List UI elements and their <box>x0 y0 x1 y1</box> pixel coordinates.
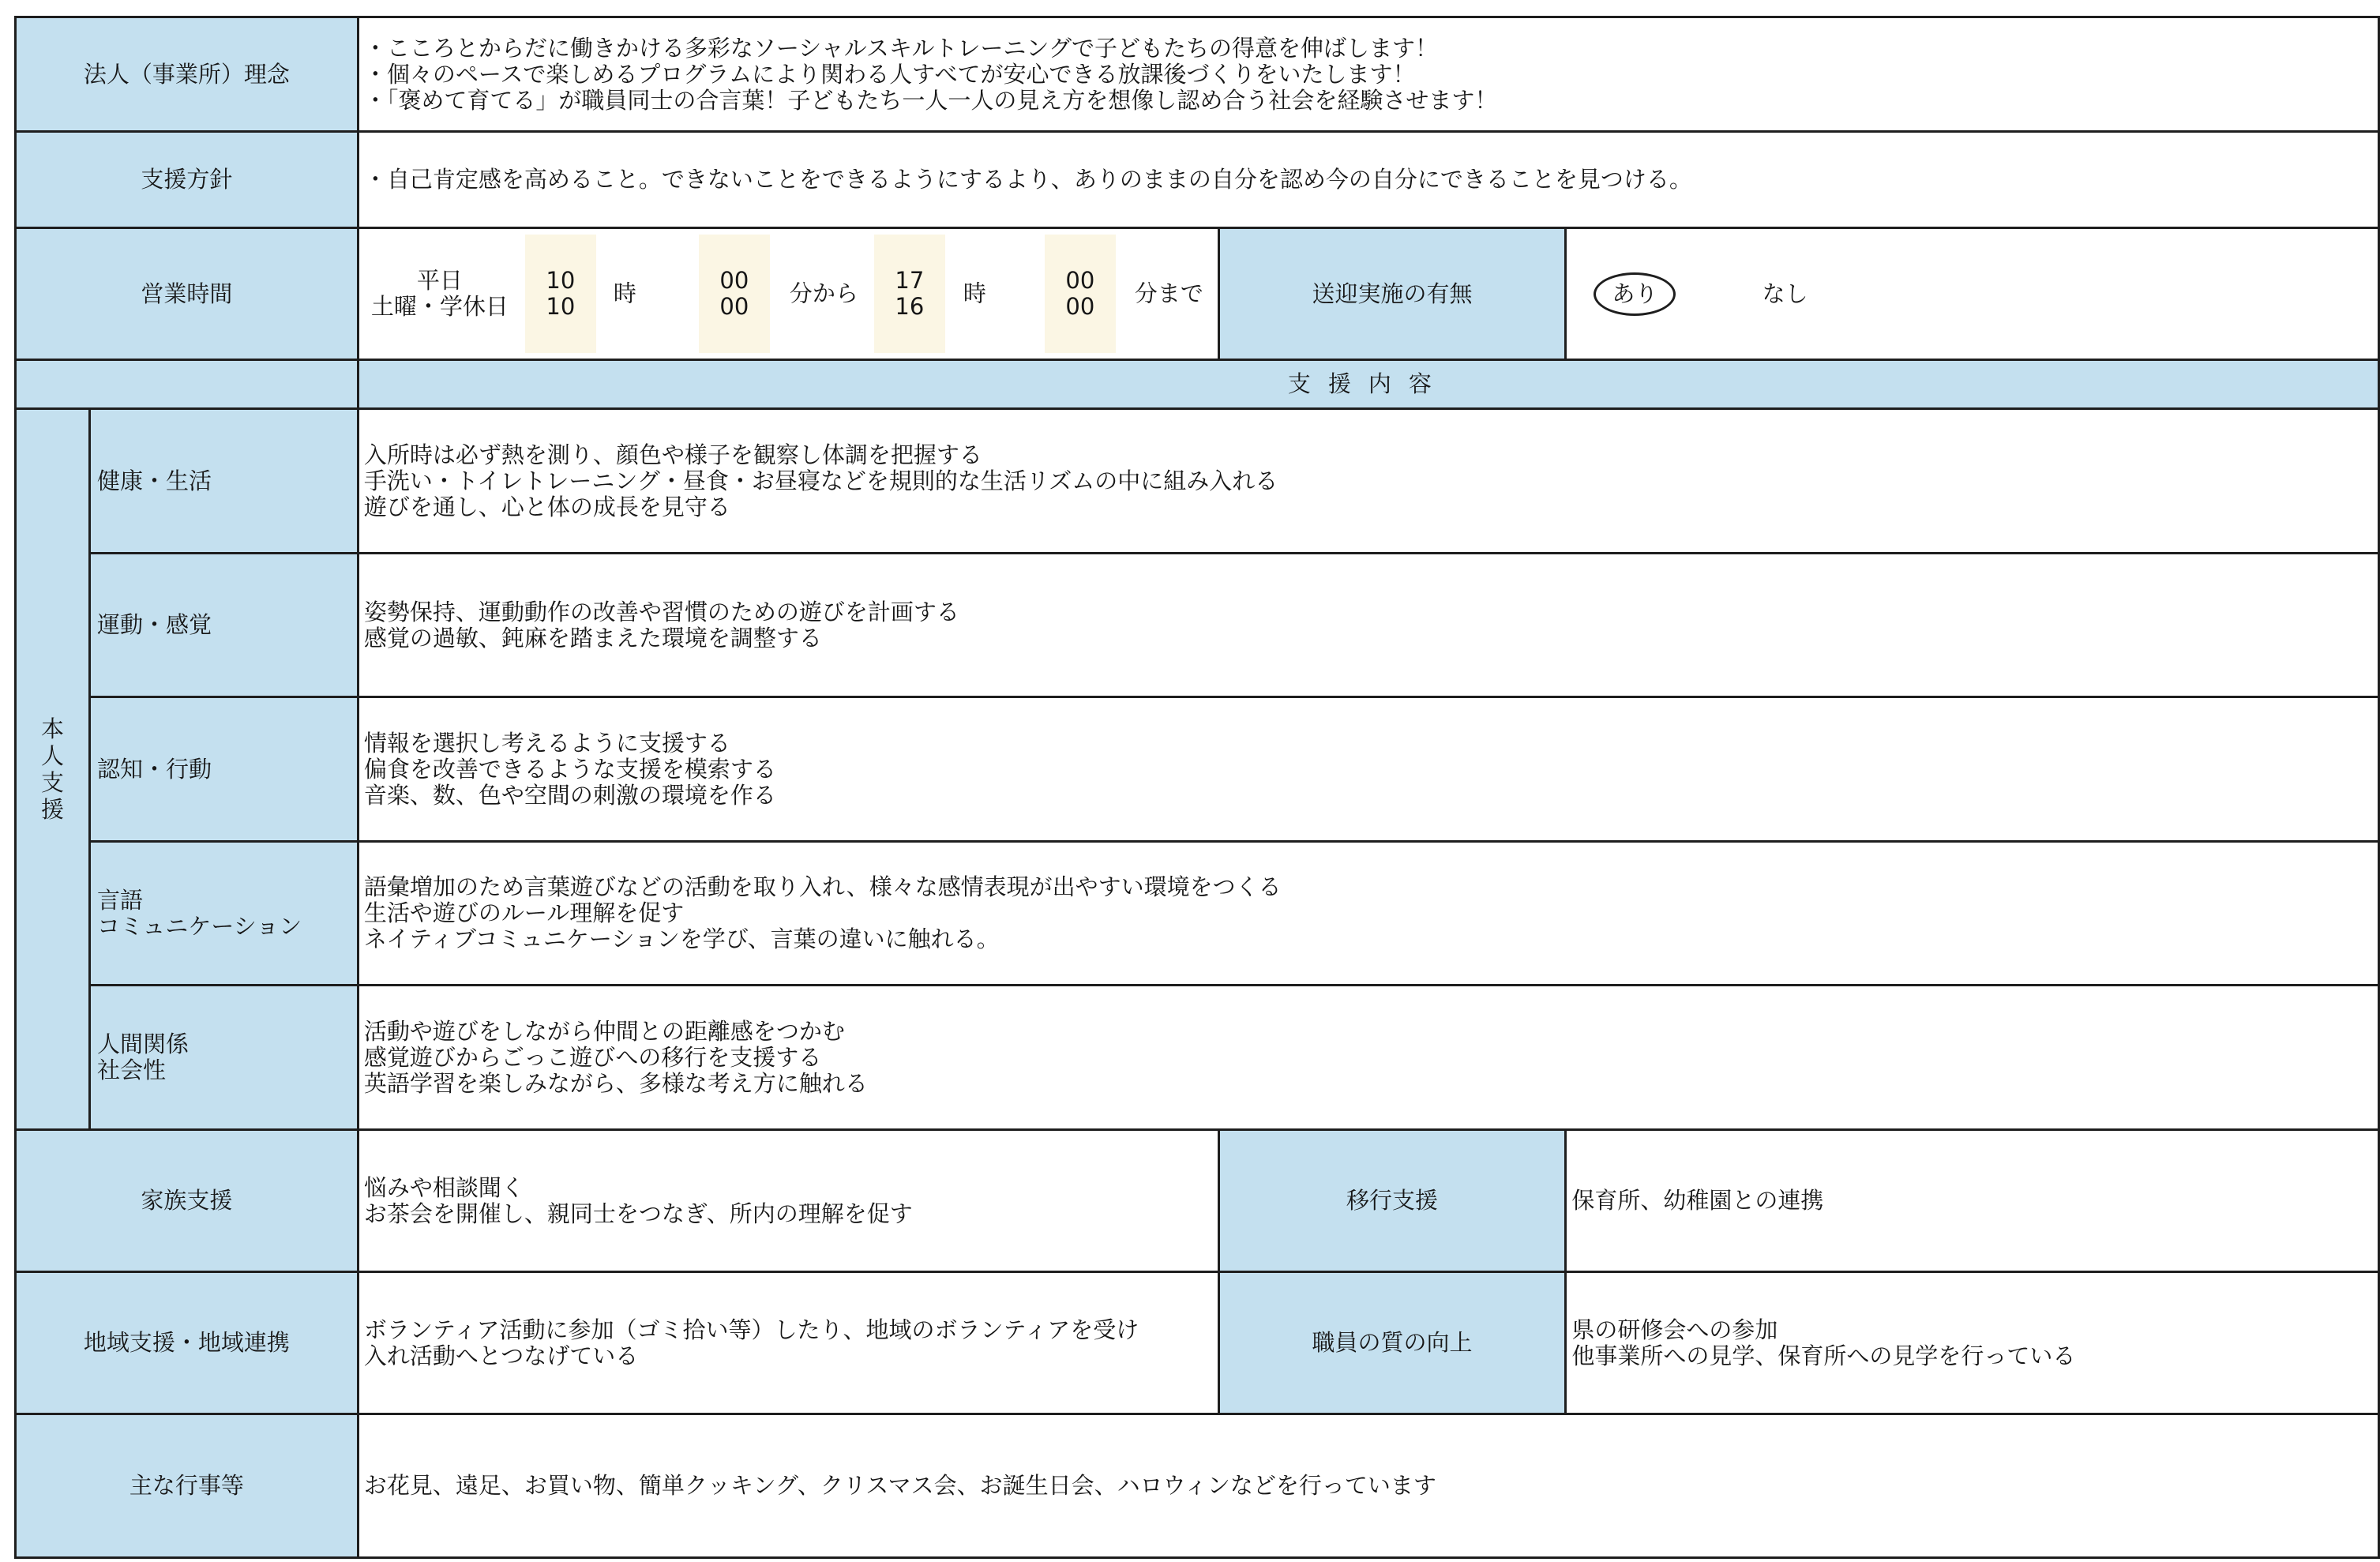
close-min-weekday: 00 <box>1065 267 1095 294</box>
personal-char: 援 <box>40 796 64 823</box>
open-hour-weekend: 10 <box>546 293 576 320</box>
close-hour-unit: 時 <box>963 280 986 307</box>
item-label-line: 言語 <box>96 886 143 914</box>
item-content <box>358 986 2378 1130</box>
item-label-line: 社会性 <box>96 1057 166 1083</box>
item-label-line: 認知・行動 <box>96 755 212 783</box>
philosophy-row <box>16 17 2379 132</box>
close-hour <box>874 235 945 353</box>
personal-item-row <box>16 409 2379 554</box>
philosophy-content <box>358 17 2378 132</box>
staff-quality-content <box>1566 1272 2379 1414</box>
item-label-line: コミュニケーション <box>96 912 302 940</box>
item-line: ネイティブコミュニケーションを学び、言葉の違いに触れる。 <box>363 926 1000 952</box>
personal-support-label <box>16 409 90 1130</box>
support-header-blank <box>16 360 359 409</box>
events-content <box>358 1414 2378 1558</box>
item-line: 遊びを通し、心と体の成長を見守る <box>363 493 730 520</box>
policy-text: ・自己肯定感を高めること。できないことをできるようにするより、ありのままの自分を認め今の自分にできることを見つける。 <box>363 166 1692 193</box>
day-weekday: 平日 <box>416 267 463 294</box>
item-line: 英語学習を楽しみながら、多様な考え方に触れる <box>363 1069 868 1097</box>
staff-line: 県の研修会への参加 <box>1571 1316 1778 1343</box>
events-row <box>16 1414 2379 1558</box>
item-label <box>89 554 358 697</box>
personal-char: 本 <box>40 715 64 742</box>
support-header: 支援内容 <box>358 360 2378 409</box>
item-content <box>358 554 2378 697</box>
policy-content <box>358 132 2378 228</box>
personal-item-row <box>16 554 2379 697</box>
item-line: 生活や遊びのルール理解を促す <box>363 899 685 926</box>
close-hour-weekday: 17 <box>895 267 925 294</box>
close-hour-weekend: 16 <box>895 293 925 320</box>
item-content <box>358 697 2378 842</box>
community-line: 入れ活動へとつなげている <box>363 1342 639 1369</box>
item-line: 感覚の過敏、鈍麻を踏まえた環境を調整する <box>363 624 822 651</box>
item-content <box>358 842 2378 986</box>
item-label <box>89 842 358 986</box>
item-line: 姿勢保持、運動動作の改善や習慣のための遊びを計画する <box>363 598 959 625</box>
item-line: 感覚遊びからごっこ遊びへの移行を支援する <box>363 1043 822 1071</box>
open-min-weekend: 00 <box>719 293 749 320</box>
item-content <box>358 409 2378 554</box>
open-min-weekday: 00 <box>719 267 749 294</box>
close-min <box>1045 235 1116 353</box>
events-label: 主な行事等 <box>16 1414 359 1558</box>
hours-label: 営業時間 <box>16 228 359 360</box>
events-text: お花見、遠足、お買い物、簡単クッキング、クリスマス会、お誕生日会、ハロウィンなどを行っています <box>363 1472 1436 1499</box>
community-content <box>358 1272 1218 1414</box>
item-label-line: 運動・感覚 <box>96 611 212 638</box>
day-types <box>369 268 511 320</box>
day-weekend: 土曜・学休日 <box>370 293 509 320</box>
philosophy-line: ・個々のペースで楽しめるプログラムにより関わる人すべてが安心できる放課後づくりをいたします！ <box>363 60 1416 88</box>
personal-item-row <box>16 697 2379 842</box>
item-line: 音楽、数、色や空間の刺激の環境を作る <box>363 781 776 809</box>
policy-label: 支援方針 <box>16 132 359 228</box>
family-content <box>358 1130 1218 1272</box>
hours-row <box>16 228 2379 360</box>
transport-yes-circled: あり <box>1594 272 1676 316</box>
staff-quality-label: 職員の質の向上 <box>1218 1272 1566 1414</box>
personal-item-row <box>16 842 2379 986</box>
item-line: 入所時は必ず熱を測り、顔色や様子を観察し体調を把握する <box>363 441 982 468</box>
transport-options <box>1566 228 2379 360</box>
transition-text: 保育所、幼稚園との連携 <box>1571 1187 1824 1214</box>
open-hour-unit: 時 <box>613 280 636 307</box>
transport-label: 送迎実施の有無 <box>1218 228 1566 360</box>
hours-content <box>358 228 1218 360</box>
family-label: 家族支援 <box>16 1130 359 1272</box>
community-label: 地域支援・地域連携 <box>16 1272 359 1414</box>
personal-char: 支 <box>40 769 64 796</box>
family-line: お茶会を開催し、親同士をつなぎ、所内の理解を促す <box>363 1200 913 1227</box>
philosophy-line: ・こころとからだに働きかける多彩なソーシャルスキルトレーニングで子どもたちの得意を伸ばします！ <box>363 34 1438 62</box>
until-label: 分まで <box>1134 280 1203 307</box>
item-label <box>89 986 358 1130</box>
community-line: ボランティア活動に参加（ゴミ拾い等）したり、地域のボランティアを受け <box>363 1316 1139 1343</box>
family-line: 悩みや相談聞く <box>363 1173 524 1201</box>
item-label <box>89 697 358 842</box>
open-hour <box>525 235 596 353</box>
item-line: 手洗い・トイレトレーニング・昼食・お昼寝などを規則的な生活リズムの中に組み入れる <box>363 467 1278 494</box>
item-line: 語彙増加のため言葉遊びなどの活動を取り入れ、様々な感情表現が出やすい環境をつくる <box>363 873 1282 900</box>
philosophy-line: ・「褒めて育てる」が職員同士の合言葉！子どもたち一人一人の見え方を想像し認め合う社会を経験させます！ <box>363 86 1498 114</box>
transition-label: 移行支援 <box>1218 1130 1566 1272</box>
staff-line: 他事業所への見学、保育所への見学を行っている <box>1571 1342 2076 1369</box>
from-label: 分から <box>789 280 858 307</box>
open-hour-weekday: 10 <box>546 267 576 294</box>
policy-row <box>16 132 2379 228</box>
personal-item-row <box>16 986 2379 1130</box>
philosophy-label: 法人（事業所）理念 <box>16 17 359 132</box>
open-min <box>699 235 770 353</box>
close-min-weekend: 00 <box>1065 293 1095 320</box>
item-label-line: 健康・生活 <box>96 467 212 494</box>
transport-no: なし <box>1762 280 1808 307</box>
community-row <box>16 1272 2379 1414</box>
item-label <box>89 409 358 554</box>
personal-char: 人 <box>40 742 64 769</box>
item-label-line: 人間関係 <box>96 1031 189 1057</box>
family-row <box>16 1130 2379 1272</box>
item-line: 偏食を改善できるような支援を模索する <box>363 755 776 783</box>
transition-content <box>1566 1130 2379 1272</box>
item-line: 情報を選択し考えるように支援する <box>363 729 730 757</box>
support-header-row <box>16 360 2379 409</box>
facility-overview-table <box>14 16 2380 1559</box>
item-line: 活動や遊びをしながら仲間との距離感をつかむ <box>363 1017 845 1045</box>
